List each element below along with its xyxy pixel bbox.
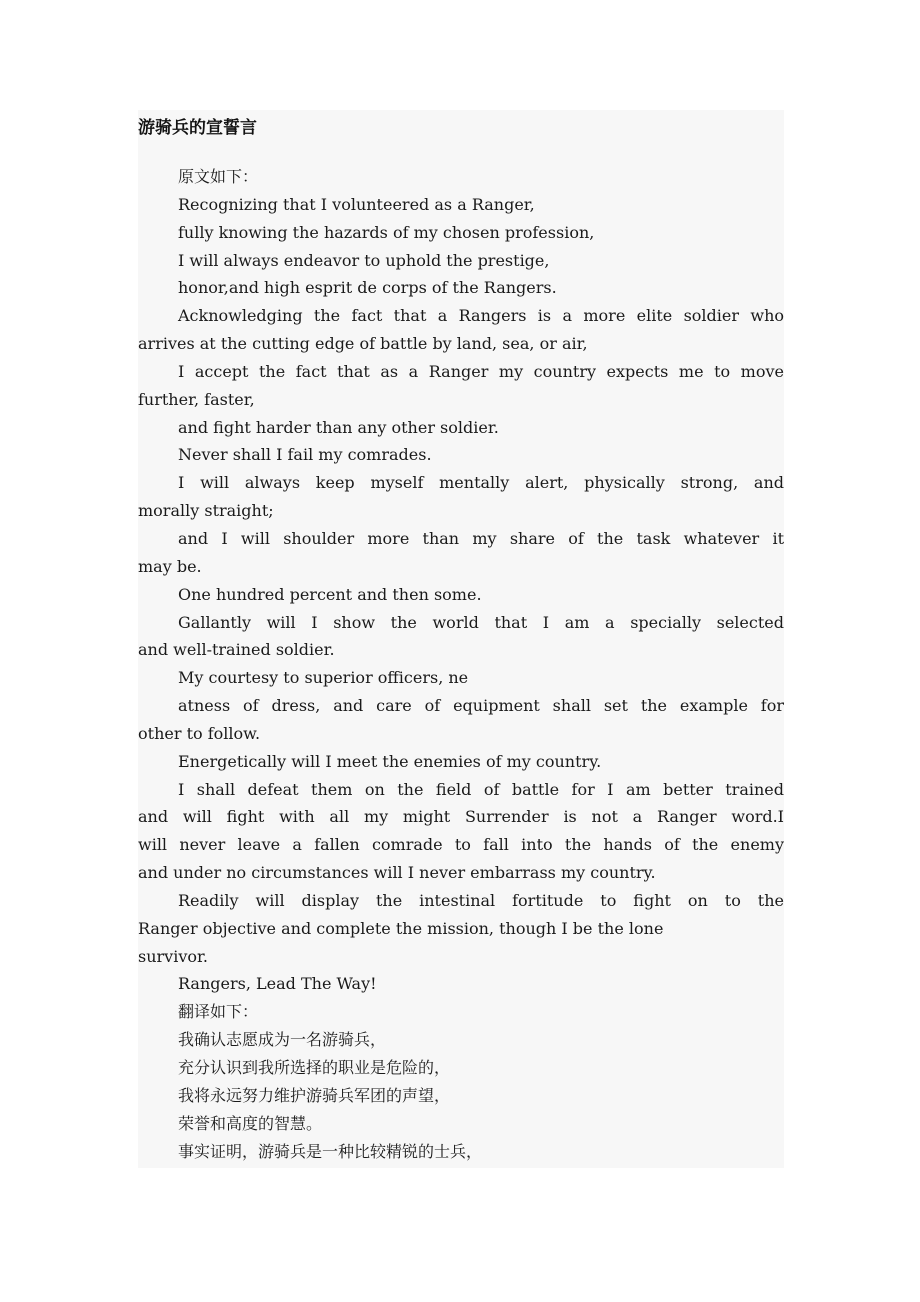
paragraph-line: and fight harder than any other soldier. — [178, 417, 499, 437]
paragraph-line: Recognizing that I volunteered as a Ranger, — [178, 194, 535, 214]
paragraph-line: Readily will display the intestinal fortitude to fight on to the — [178, 890, 784, 910]
paragraph-line: 事实证明，游骑兵是一种比较精锐的士兵， — [178, 1141, 483, 1161]
document-body — [138, 163, 784, 1165]
paragraph-line: Rangers, Lead The Way! — [178, 974, 377, 994]
paragraph-line: Gallantly will I show the world that I am a specially selected — [178, 612, 784, 632]
paragraph-line: I will always endeavor to uphold the prestige, — [178, 250, 550, 270]
paragraph-line: 荣誉和高度的智慧。 — [178, 1113, 323, 1133]
paragraph-line: arrives at the cutting edge of battle by land, sea, or air, — [138, 334, 588, 354]
paragraph-line: I will always keep myself mentally alert, physically strong, and — [178, 473, 784, 493]
paragraph-line: Never shall I fail my comrades. — [178, 445, 432, 465]
paragraph-line: I shall defeat them on the field of battle for I am better trained — [178, 779, 784, 799]
paragraph-line: further, faster, — [138, 389, 255, 409]
paragraph-line: and well-trained soldier. — [138, 640, 335, 660]
paragraph-line: will never leave a fallen comrade to fall into the hands of the enemy — [138, 835, 784, 855]
paragraph-line: 翻译如下： — [178, 1002, 259, 1022]
paragraph-line: survivor. — [138, 946, 208, 966]
paragraph-line: Ranger objective and complete the mission, though I be the lone — [138, 918, 664, 938]
paragraph-line: 原文如下： — [178, 167, 259, 186]
paragraph-line: Energetically will I meet the enemies of my country. — [178, 751, 602, 771]
document-title: 游骑兵的宣誓言 — [138, 118, 257, 138]
paragraph-line: 我确认志愿成为一名游骑兵， — [178, 1030, 387, 1050]
paragraph-line: morally straight; — [138, 501, 274, 521]
paragraph-line: 我将永远努力维护游骑兵军团的声望， — [178, 1085, 451, 1105]
paragraph-line: One hundred percent and then some. — [178, 584, 482, 604]
paragraph-line: 充分认识到我所选择的职业是危险的， — [178, 1058, 451, 1077]
paragraph-line: and under no circumstances will I never embarrass my country. — [138, 863, 656, 883]
paragraph-line: may be. — [138, 556, 202, 576]
paragraph-line: Acknowledging the fact that a Rangers is a more elite soldier who — [178, 306, 784, 326]
paragraph-line: My courtesy to superior officers, ne — [178, 668, 469, 688]
paragraph-line: fully knowing the hazards of my chosen profession, — [178, 222, 595, 242]
paragraph-line: other to follow. — [138, 723, 261, 743]
paragraph-line: I accept the fact that as a Ranger my country expects me to move — [178, 361, 784, 381]
paragraph-line: and will fight with all my might Surrender is not a Ranger word.I — [138, 807, 784, 827]
paragraph-line: and I will shoulder more than my share of the task whatever it — [178, 528, 784, 548]
document-content — [138, 110, 784, 1168]
paragraph-line: honor,and high esprit de corps of the Rangers. — [178, 278, 557, 298]
paragraph-line: atness of dress, and care of equipment shall set the example for — [178, 696, 784, 716]
